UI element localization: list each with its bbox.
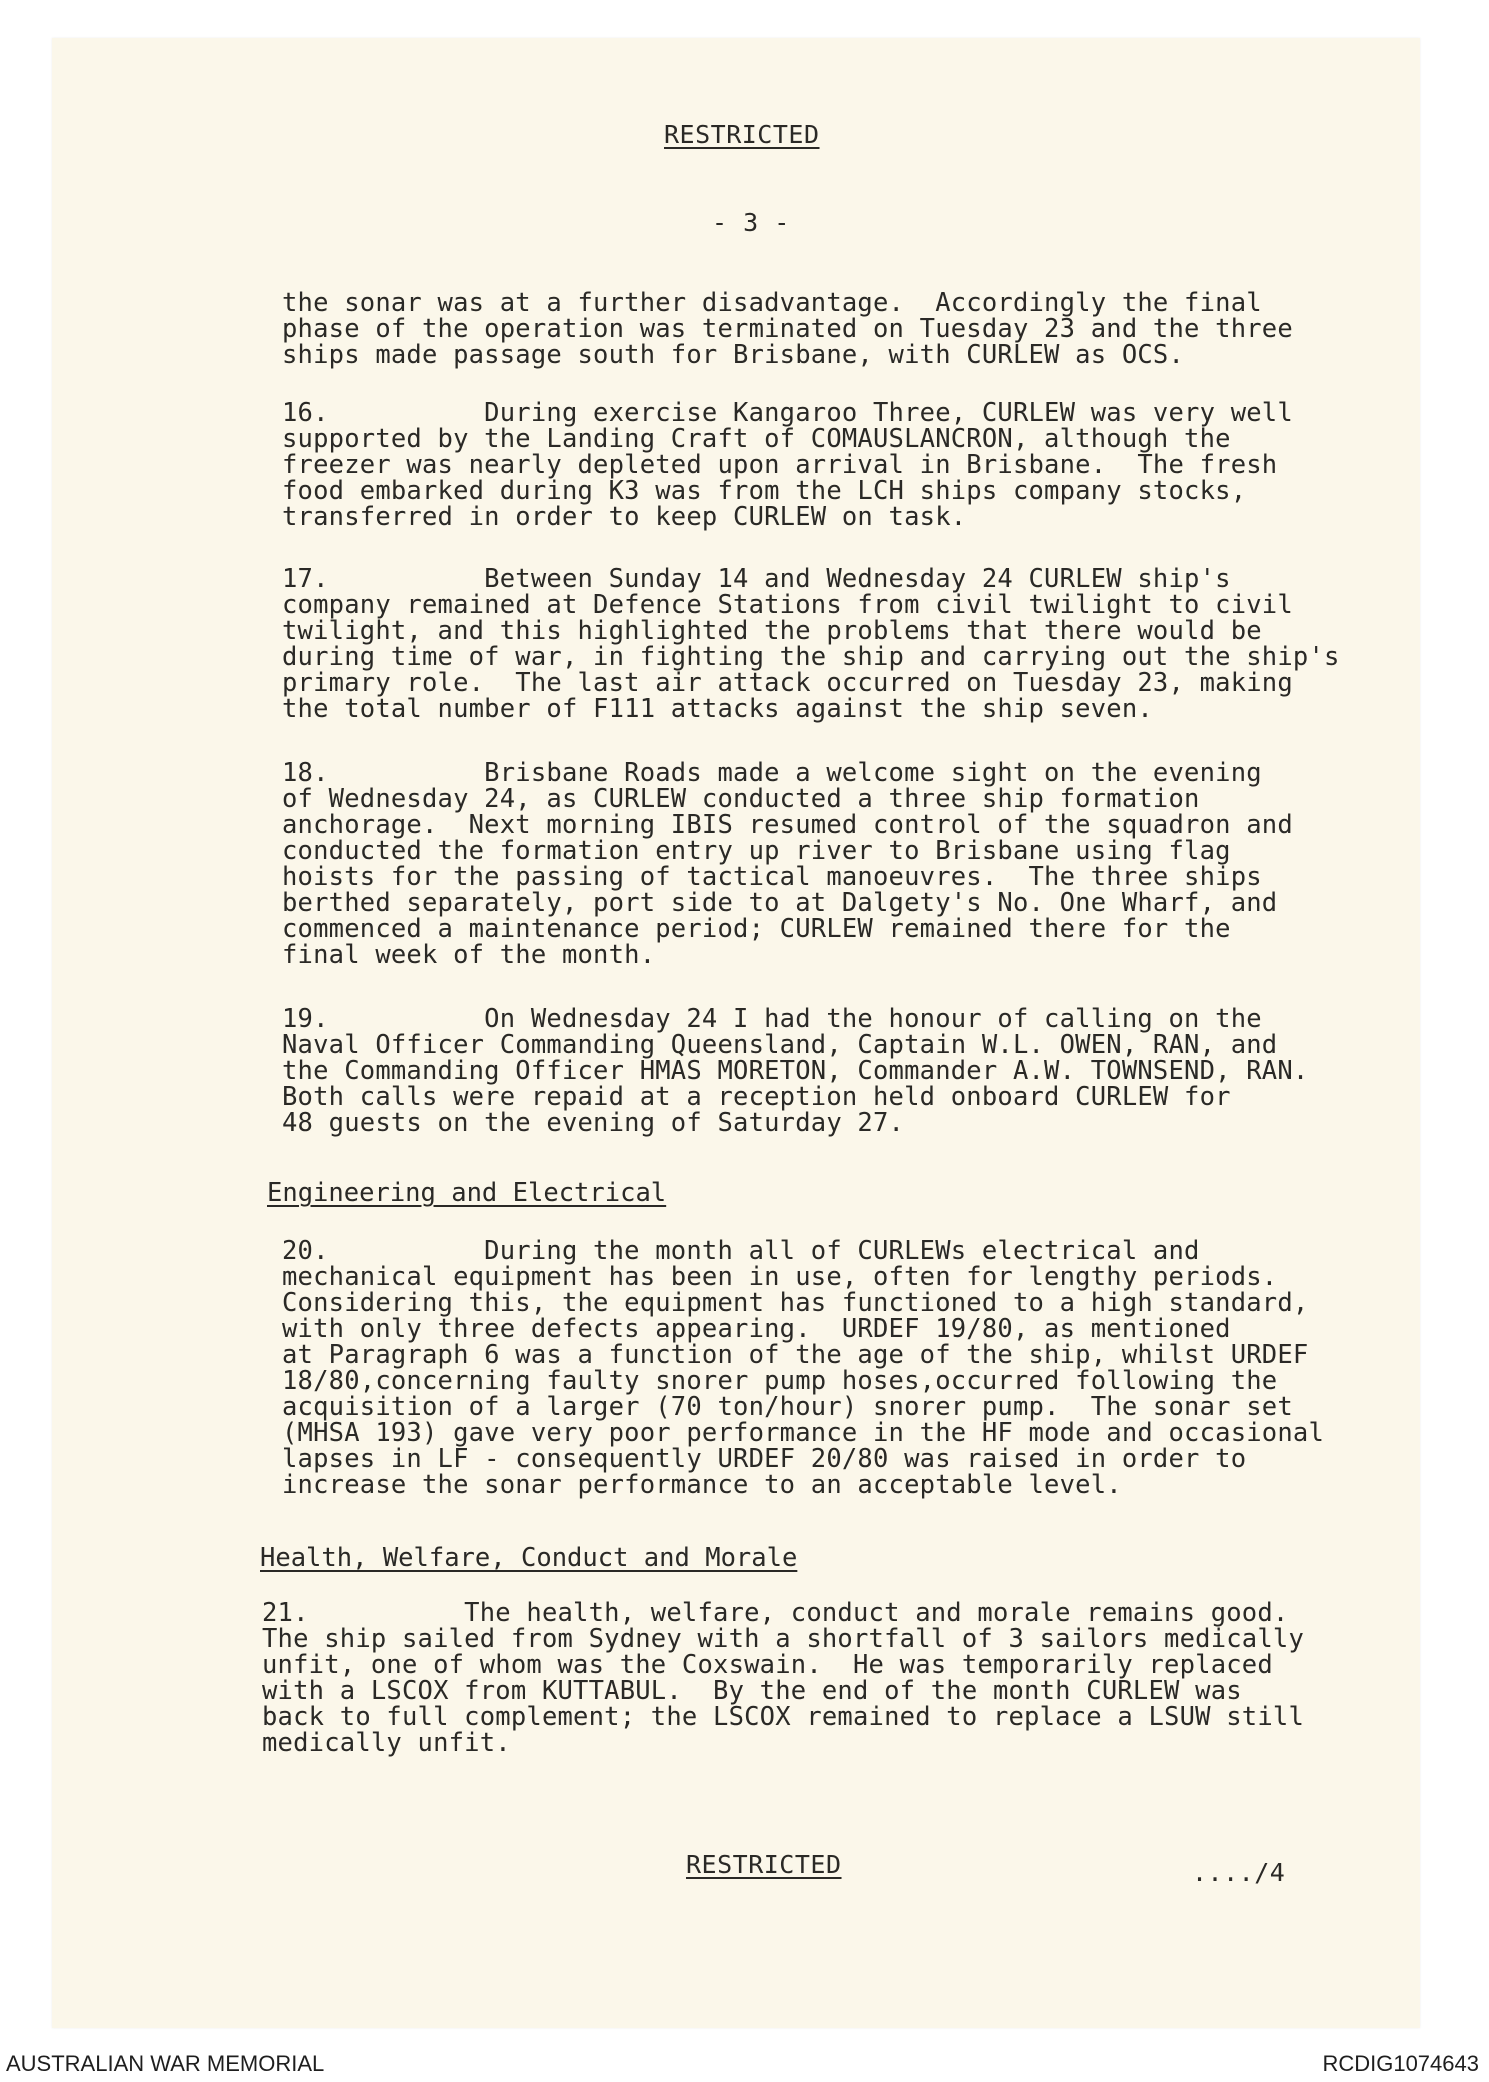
text-line: freezer was nearly depleted upon arrival in Brisbane. The fresh	[282, 450, 1278, 480]
text-line: of Wednesday 24, as CURLEW conducted a three ship formation	[282, 784, 1200, 814]
text-line: phase of the operation was terminated on Tuesday 23 and the three	[282, 314, 1293, 344]
text-line: 19. On Wednesday 24 I had the honour of calling on the	[282, 1004, 1262, 1034]
text-line: Naval Officer Commanding Queensland, Captain W.L. OWEN, RAN, and	[282, 1030, 1278, 1060]
text-line: 20. During the month all of CURLEWs electrical and	[282, 1236, 1200, 1266]
text-line: final week of the month.	[282, 940, 656, 970]
text-line: transferred in order to keep CURLEW on task.	[282, 502, 967, 532]
text-line: 21. The health, welfare, conduct and morale remains good.	[262, 1598, 1289, 1628]
section-heading-engineering: Engineering and Electrical	[267, 1178, 667, 1208]
document-page	[52, 38, 1420, 2028]
section-heading-health: Health, Welfare, Conduct and Morale	[260, 1543, 798, 1573]
text-line: Both calls were repaid at a reception held onboard CURLEW for	[282, 1082, 1231, 1112]
text-line: at Paragraph 6 was a function of the age of the ship, whilst URDEF	[282, 1340, 1309, 1370]
text-line: The ship sailed from Sydney with a shortfall of 3 sailors medically	[262, 1624, 1305, 1654]
text-line: 16. During exercise Kangaroo Three, CURLEW was very well	[282, 398, 1293, 428]
text-line: hoists for the passing of tactical manoeuvres. The three ships	[282, 862, 1262, 892]
text-line: medically unfit.	[262, 1728, 511, 1758]
text-line: increase the sonar performance to an acceptable level.	[282, 1470, 1122, 1500]
page-number: - 3 -	[712, 208, 790, 237]
text-line: with a LSCOX from KUTTABUL. By the end of the month CURLEW was	[262, 1676, 1242, 1706]
text-line: food embarked during K3 was from the LCH ships company stocks,	[282, 476, 1247, 506]
footer-classification: RESTRICTED	[686, 1850, 842, 1879]
text-line: 18. Brisbane Roads made a welcome sight on the evening	[282, 758, 1262, 788]
paragraph-20	[282, 1238, 1382, 1498]
text-line: commenced a maintenance period; CURLEW remained there for the	[282, 914, 1231, 944]
text-line: mechanical equipment has been in use, often for lengthy periods.	[282, 1262, 1278, 1292]
paragraph-19	[282, 1006, 1382, 1136]
archive-institution: AUSTRALIAN WAR MEMORIAL	[6, 2051, 325, 2076]
text-line: the total number of F111 attacks against the ship seven.	[282, 694, 1153, 724]
text-line: 18/80,concerning faulty snorer pump hoses,occurred following the	[282, 1366, 1278, 1396]
paragraph-21	[262, 1600, 1362, 1756]
text-line: with only three defects appearing. URDEF 19/80, as mentioned	[282, 1314, 1231, 1344]
paragraph-16	[282, 400, 1382, 530]
text-line: ships made passage south for Brisbane, with CURLEW as OCS.	[282, 340, 1185, 370]
header-classification: RESTRICTED	[664, 120, 820, 149]
text-line: supported by the Landing Craft of COMAUSLANCRON, although the	[282, 424, 1231, 454]
text-line: Considering this, the equipment has functioned to a high standard,	[282, 1288, 1309, 1318]
text-line: during time of war, in fighting the ship and carrying out the ship's	[282, 642, 1340, 672]
text-line: back to full complement; the LSCOX remained to replace a LSUW still	[262, 1702, 1305, 1732]
paragraph-15-continuation	[282, 290, 1382, 368]
text-line: anchorage. Next morning IBIS resumed control of the squadron and	[282, 810, 1293, 840]
text-line: the Commanding Officer HMAS MORETON, Commander A.W. TOWNSEND, RAN.	[282, 1056, 1309, 1086]
continuation-marker: ..../4	[1192, 1858, 1286, 1887]
text-line: berthed separately, port side to at Dalgety's No. One Wharf, and	[282, 888, 1278, 918]
text-line: lapses in LF - consequently URDEF 20/80 was raised in order to	[282, 1444, 1247, 1474]
text-line: (MHSA 193) gave very poor performance in the HF mode and occasional	[282, 1418, 1325, 1448]
text-line: company remained at Defence Stations from civil twilight to civil	[282, 590, 1293, 620]
text-line: acquisition of a larger (70 ton/hour) snorer pump. The sonar set	[282, 1392, 1293, 1422]
paragraph-17	[282, 566, 1382, 722]
text-line: conducted the formation entry up river to Brisbane using flag	[282, 836, 1231, 866]
archive-reference: RCDIG1074643	[1322, 2051, 1479, 2076]
text-line: primary role. The last air attack occurred on Tuesday 23, making	[282, 668, 1293, 698]
text-line: unfit, one of whom was the Coxswain. He was temporarily replaced	[262, 1650, 1273, 1680]
text-line: 48 guests on the evening of Saturday 27.	[282, 1108, 905, 1138]
text-line: 17. Between Sunday 14 and Wednesday 24 CURLEW ship's	[282, 564, 1231, 594]
text-line: twilight, and this highlighted the problems that there would be	[282, 616, 1262, 646]
paragraph-18	[282, 760, 1382, 968]
text-line: the sonar was at a further disadvantage. Accordingly the final	[282, 288, 1262, 318]
